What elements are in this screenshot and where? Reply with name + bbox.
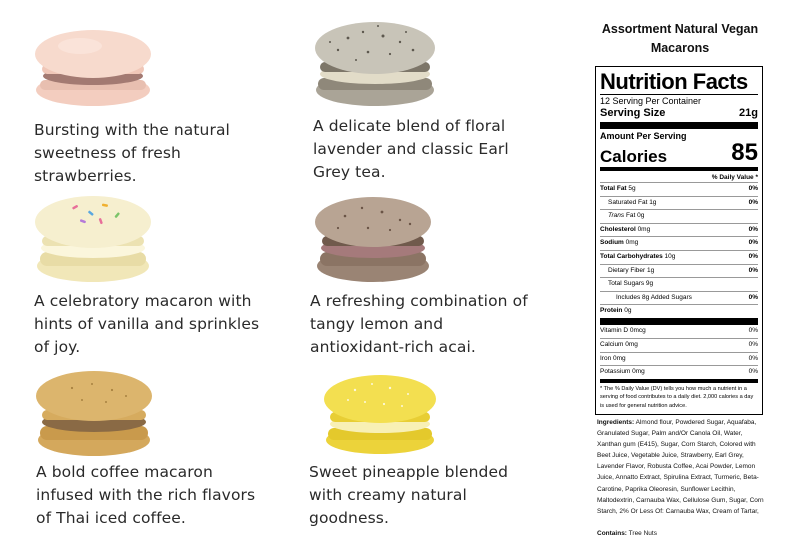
divider (600, 318, 758, 325)
nutrient-row-cholesterol: Cholesterol 0mg 0% (600, 223, 758, 237)
nutrition-facts-title: Nutrition Facts (600, 69, 748, 94)
calories-value: 85 (731, 139, 758, 166)
nutrient-row-saturated-fat: Saturated Fat 1g 0% (600, 196, 758, 210)
amount-per-serving: Amount Per Serving (600, 131, 687, 141)
servings-per-container: 12 Serving Per Container (600, 96, 702, 106)
allergen-statement (597, 528, 765, 539)
strawberry-description: Bursting with the natural sweetness of fresh strawberries. (34, 121, 230, 185)
divider (600, 167, 758, 171)
thai-coffee-description: A bold coffee macaron infused with the rich flavors of Thai iced coffee. (36, 463, 256, 527)
vitamin-row-potassium: Potassium 0mg 0% (600, 365, 758, 379)
vitamin-row-iron: Iron 0mg 0% (600, 352, 758, 366)
nutrient-row-trans-fat: Trans Fat 0g (600, 209, 758, 223)
vitamin-row-calcium: Calcium 0mg 0% (600, 338, 758, 352)
contains-text: Tree Nuts (626, 530, 657, 537)
contains-label: Contains: (597, 530, 627, 537)
pineapple-description: Sweet pineapple blended with creamy natural goodness. (309, 463, 509, 527)
ingredients-label: Ingredients: (597, 419, 635, 426)
lemon-acai-macaron-image (310, 194, 436, 284)
divider (600, 379, 758, 383)
serving-size-row (600, 107, 758, 120)
vanilla-sprinkle-macaron-image (30, 192, 156, 284)
nutrient-row-total-carbohydrates: Total Carbohydrates 10g 0% (600, 250, 758, 264)
nutrient-row-protein: Protein 0g (600, 304, 758, 318)
divider (600, 94, 758, 95)
nutrient-row-sodium: Sodium 0mg 0% (600, 236, 758, 250)
thai-coffee-macaron-image (32, 368, 156, 458)
divider (600, 122, 758, 129)
nutrient-row-total-sugars: Total Sugars 9g (600, 277, 758, 291)
ingredients-text: Almond flour, Powdered Sugar, Aquafaba, Granulated Sugar, Palm and/Or Canola Oil, Water, Xanthan gum (E415), Sugar, Corn Starch, Colored with Beet Juice, Vegetable Juice, Strawberry, Earl Grey, Lavender Flavor, Robusta Coffee, Acai Powder, Lemon Juice, Annatto Extract, Spirulina Extract, Turmeric, Beta-Carotine, Paprika Oleoresin, Sunflower Lecithin, Maltodextrin, Carnauba Wax, Cellulose Gum, Sugar, Corn Starch, 2% Or Less Of: Carnauba Wax, Cream of Tartar, (597, 419, 764, 515)
lavender-earl-grey-macaron-image (308, 18, 442, 108)
serving-size-value: 21g (739, 107, 758, 119)
nutrient-row-dietary-fiber: Dietary Fiber 1g 0% (600, 264, 758, 278)
vitamin-row-vitamin-d: Vitamin D 0mcg 0% (600, 326, 758, 334)
vanilla-sprinkle-description: A celebratory macaron with hints of vanilla and sprinkles of joy. (34, 292, 260, 356)
calories-row (600, 141, 758, 165)
product-title: Assortment Natural Vegan Macarons (601, 22, 759, 55)
daily-value-footnote: * The % Daily Value (DV) tells you how much a nutrient in a serving of food contributes to a daily diet. 2,000 calories a day is used for general nutrition advice. (600, 386, 754, 409)
calories-label: Calories (600, 147, 668, 166)
lavender-earl-grey-description: A delicate blend of floral lavender and classic Earl Grey tea. (313, 117, 509, 181)
nutrient-row-total-fat: Total Fat 5g 0% (600, 182, 758, 196)
daily-value-header: % Daily Value * (711, 174, 758, 181)
nutrition-facts-label (595, 66, 763, 415)
ingredients-list (597, 417, 765, 517)
strawberry-macaron-image (28, 24, 158, 108)
pineapple-macaron-image (320, 372, 440, 456)
serving-size-label: Serving Size (600, 107, 666, 119)
nutrient-row-added-sugars: Includes 8g Added Sugars 0% (600, 291, 758, 305)
lemon-acai-description: A refreshing combination of tangy lemon and antioxidant-rich acai. (310, 292, 528, 356)
